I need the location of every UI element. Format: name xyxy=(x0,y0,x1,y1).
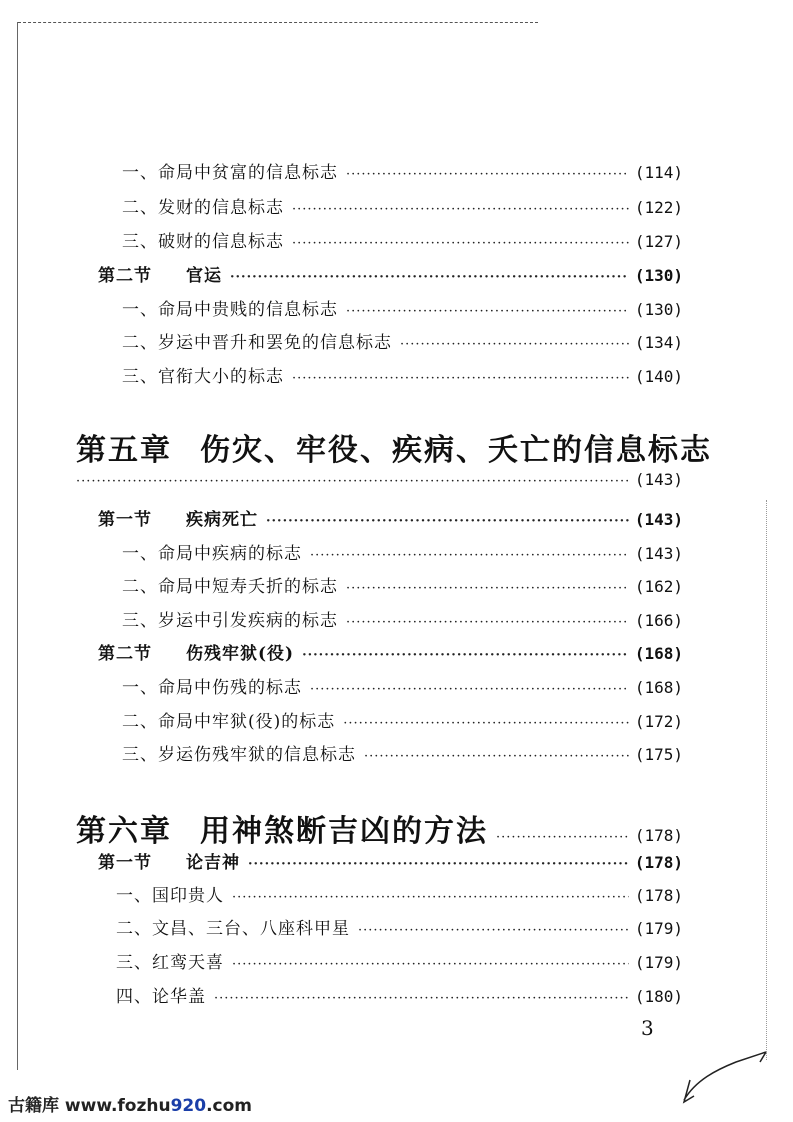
dot-leader xyxy=(346,615,629,630)
dot-leader xyxy=(292,371,629,386)
left-border-rule xyxy=(17,22,18,1070)
toc-entry-title: 二、命局中短寿夭折的标志 xyxy=(122,577,338,597)
chapter-label: 第六章 xyxy=(76,814,172,849)
toc-entry[interactable] xyxy=(116,948,683,973)
toc-entry-title: 一、国印贵人 xyxy=(116,886,224,906)
toc-entry-page: (172) xyxy=(634,712,683,731)
toc-entry-page: (140) xyxy=(634,367,683,386)
chapter-leader-line[interactable] xyxy=(76,470,683,489)
section-page: (143) xyxy=(634,510,683,529)
toc-entry[interactable] xyxy=(122,227,683,252)
toc-entry-page: (168) xyxy=(634,678,683,697)
section-page: (130) xyxy=(634,266,683,285)
section-title: 论吉神 xyxy=(186,853,240,873)
toc-entry-title: 一、命局中贫富的信息标志 xyxy=(122,163,338,183)
toc-entry-title: 三、岁运伤残牢狱的信息标志 xyxy=(122,745,356,765)
toc-entry-page: (179) xyxy=(634,953,683,972)
watermark-suffix: .com xyxy=(206,1096,253,1116)
toc-entry[interactable] xyxy=(116,914,683,939)
top-border-rule xyxy=(18,22,538,23)
toc-entry-title: 三、官衔大小的标志 xyxy=(122,367,284,387)
chapter-page: (143) xyxy=(634,470,683,489)
dot-leader xyxy=(248,857,629,872)
toc-entry-page: (162) xyxy=(634,577,683,596)
toc-entry-title: 二、文昌、三台、八座科甲星 xyxy=(116,919,350,939)
dot-leader xyxy=(346,581,629,596)
toc-entry-page: (166) xyxy=(634,611,683,630)
chapter-heading[interactable] xyxy=(76,425,712,469)
toc-entry[interactable] xyxy=(122,673,683,698)
dot-leader xyxy=(232,890,629,905)
toc-entry-title: 三、破财的信息标志 xyxy=(122,232,284,252)
dot-leader xyxy=(310,548,629,563)
pen-mark-scribble xyxy=(676,1040,776,1110)
toc-entry-page: (114) xyxy=(634,163,683,182)
toc-entry-title: 二、命局中牢狱(役)的标志 xyxy=(122,712,336,732)
toc-section[interactable] xyxy=(98,848,683,873)
dot-leader xyxy=(346,167,629,182)
toc-entry[interactable] xyxy=(116,881,683,906)
toc-entry-page: (175) xyxy=(634,745,683,764)
chapter-page: (178) xyxy=(634,826,683,845)
toc-entry-title: 一、命局中贵贱的信息标志 xyxy=(122,300,338,320)
dot-leader xyxy=(400,337,629,352)
toc-entry[interactable] xyxy=(122,707,683,732)
dot-leader xyxy=(76,474,629,489)
section-page: (168) xyxy=(634,644,683,663)
chapter-label: 第五章 xyxy=(76,433,172,468)
dot-leader xyxy=(364,749,629,764)
section-page: (178) xyxy=(634,853,683,872)
section-title: 官运 xyxy=(186,266,222,286)
dot-leader xyxy=(496,830,629,845)
toc-entry-title: 一、命局中疾病的标志 xyxy=(122,544,302,564)
toc-entry[interactable] xyxy=(116,982,683,1007)
dot-leader xyxy=(232,957,629,972)
dot-leader xyxy=(230,270,629,285)
toc-section[interactable] xyxy=(98,505,683,530)
toc-entry[interactable] xyxy=(122,606,683,631)
dot-leader xyxy=(214,991,629,1006)
toc-entry-title: 二、发财的信息标志 xyxy=(122,198,284,218)
section-label: 第二节 xyxy=(98,266,152,286)
toc-entry-title: 四、论华盖 xyxy=(116,987,206,1007)
page-number: 3 xyxy=(641,1016,654,1040)
toc-entry-page: (178) xyxy=(634,886,683,905)
toc-entry[interactable] xyxy=(122,295,683,320)
dot-leader xyxy=(346,304,629,319)
toc-entry[interactable] xyxy=(122,740,683,765)
section-label: 第一节 xyxy=(98,853,152,873)
toc-entry-page: (122) xyxy=(634,198,683,217)
toc-entry-page: (127) xyxy=(634,232,683,251)
dot-leader xyxy=(302,648,629,663)
toc-entry-title: 三、红鸾天喜 xyxy=(116,953,224,973)
toc-entry[interactable] xyxy=(122,158,683,183)
chapter-title: 伤灾、牢役、疾病、夭亡的信息标志 xyxy=(200,433,712,468)
watermark-highlight: 920 xyxy=(170,1096,207,1116)
watermark-prefix: 古籍库 www.fozhu xyxy=(8,1096,171,1116)
toc-entry[interactable] xyxy=(122,539,683,564)
section-title: 疾病死亡 xyxy=(186,510,258,530)
toc-section[interactable] xyxy=(98,261,683,286)
section-label: 第一节 xyxy=(98,510,152,530)
toc-entry[interactable] xyxy=(122,193,683,218)
dot-leader xyxy=(292,202,629,217)
dot-leader xyxy=(343,716,629,731)
toc-entry-page: (180) xyxy=(634,987,683,1006)
scan-margin-specks xyxy=(766,500,767,1060)
dot-leader xyxy=(266,514,629,529)
toc-entry-page: (130) xyxy=(634,300,683,319)
toc-section[interactable] xyxy=(98,639,683,664)
toc-entry-page: (179) xyxy=(634,919,683,938)
toc-entry-page: (134) xyxy=(634,333,683,352)
toc-entry-title: 三、岁运中引发疾病的标志 xyxy=(122,611,338,631)
toc-entry[interactable] xyxy=(122,362,683,387)
dot-leader xyxy=(292,236,629,251)
dot-leader xyxy=(310,682,629,697)
chapter-heading[interactable] xyxy=(76,806,683,850)
site-watermark[interactable] xyxy=(8,1091,252,1116)
toc-entry-title: 二、岁运中晋升和罢免的信息标志 xyxy=(122,333,392,353)
toc-entry-page: (143) xyxy=(634,544,683,563)
chapter-title: 用神煞断吉凶的方法 xyxy=(200,814,488,849)
toc-entry[interactable] xyxy=(122,328,683,353)
section-label: 第二节 xyxy=(98,644,152,664)
toc-entry-title: 一、命局中伤残的标志 xyxy=(122,678,302,698)
toc-entry[interactable] xyxy=(122,572,683,597)
section-title: 伤残牢狱(役) xyxy=(186,644,295,664)
dot-leader xyxy=(358,923,629,938)
